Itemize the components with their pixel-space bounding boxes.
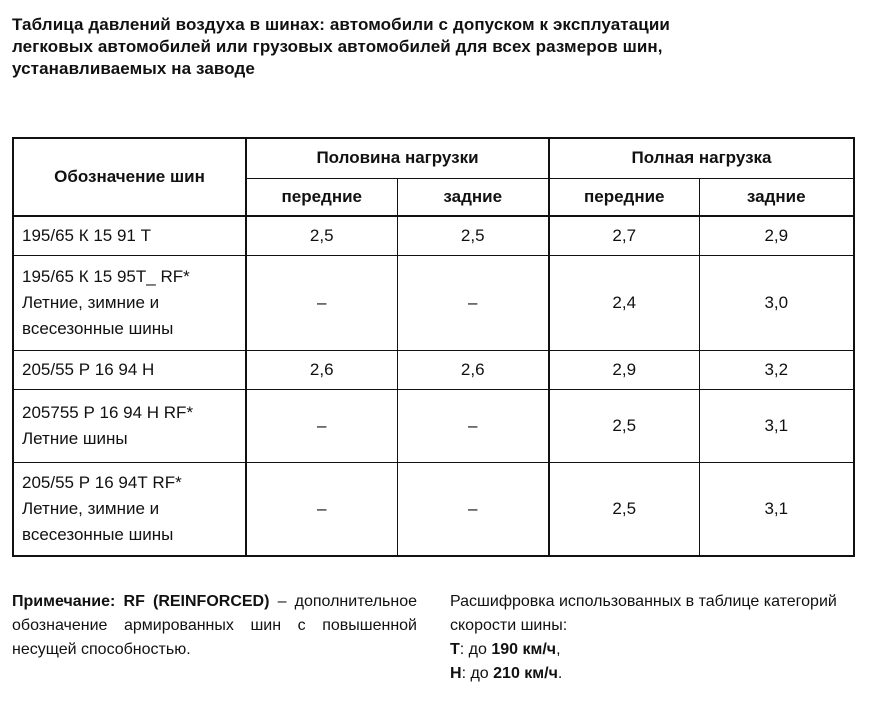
value-full-front: 2,5 xyxy=(549,389,699,462)
tyre-season-note: Летние, зимние и всесезонные шины xyxy=(22,292,174,338)
tyre-code: 205/55 Р 16 94Т RF* xyxy=(22,472,182,492)
title-line: Таблица давлений воздуха в шинах: автомобили с допуском к эксплуатации xyxy=(12,15,670,34)
title-line: устанавливаемых на заводе xyxy=(12,59,255,78)
table-row xyxy=(13,216,854,255)
tyre-cell xyxy=(13,255,246,350)
value-half-front: – xyxy=(246,255,397,350)
subheader-rear: задние xyxy=(397,178,549,216)
value-full-rear: 3,1 xyxy=(699,462,854,556)
value-half-rear: 2,5 xyxy=(397,216,549,255)
col-header-tyre: Обозначение шин xyxy=(13,138,246,216)
tyre-cell xyxy=(13,462,246,556)
value-full-front: 2,7 xyxy=(549,216,699,255)
tyre-code: 195/65 К 15 95Т_ RF* xyxy=(22,266,190,286)
subheader-front: передние xyxy=(246,178,397,216)
tyre-cell xyxy=(13,389,246,462)
tyre-cell xyxy=(13,350,246,389)
tyre-code: 195/65 К 15 91 Т xyxy=(22,225,151,245)
footnote-rf: RF xyxy=(123,593,145,610)
table-row xyxy=(13,255,854,350)
value-full-rear: 2,9 xyxy=(699,216,854,255)
value-half-rear: – xyxy=(397,255,549,350)
col-header-half-load: Половина нагрузки xyxy=(246,138,549,178)
footnote-label: Примечание: xyxy=(12,593,116,610)
tyre-pressure-table xyxy=(12,137,855,557)
value-full-rear: 3,1 xyxy=(699,389,854,462)
table-row xyxy=(13,350,854,389)
value-half-front: 2,5 xyxy=(246,216,397,255)
table-header-row xyxy=(13,138,854,178)
value-full-front: 2,4 xyxy=(549,255,699,350)
tyre-cell xyxy=(13,216,246,255)
table-row xyxy=(13,389,854,462)
footnote-reinforced: (REINFORCED) xyxy=(153,593,270,610)
value-full-rear: 3,2 xyxy=(699,350,854,389)
footnote xyxy=(12,590,417,662)
value-full-front: 2,5 xyxy=(549,462,699,556)
speed-item-t xyxy=(450,638,860,662)
speed-t-label: Т xyxy=(450,641,460,658)
page-title xyxy=(12,14,872,80)
tyre-code: 205755 Р 16 94 Н RF* xyxy=(22,402,194,422)
tyre-code: 205/55 Р 16 94 Н xyxy=(22,359,155,379)
col-header-full-load: Полная нагрузка xyxy=(549,138,854,178)
value-full-rear: 3,0 xyxy=(699,255,854,350)
footnote-text: – дополнительное обозначение армированных шин с повышенной несущей способностью. xyxy=(12,593,418,658)
tyre-season-note: Летние, зимние и всесезонные шины xyxy=(22,498,174,544)
value-half-front: – xyxy=(246,462,397,556)
value-half-rear: – xyxy=(397,462,549,556)
subheader-rear: задние xyxy=(699,178,854,216)
value-half-front: 2,6 xyxy=(246,350,397,389)
value-half-rear: – xyxy=(397,389,549,462)
speed-legend xyxy=(450,590,860,686)
value-half-front: – xyxy=(246,389,397,462)
speed-h-end: . xyxy=(557,665,563,682)
value-half-rear: 2,6 xyxy=(397,350,549,389)
tyre-season-note: Летние шины xyxy=(22,428,128,448)
value-full-front: 2,9 xyxy=(549,350,699,389)
subheader-front: передние xyxy=(549,178,699,216)
speed-intro: Расшифровка использованных в таблице категорий скорости шины: xyxy=(450,593,837,634)
speed-h-value: 210 км/ч xyxy=(493,665,558,682)
speed-item-h xyxy=(450,662,860,686)
table-row xyxy=(13,462,854,556)
speed-h-label: Н xyxy=(450,665,462,682)
speed-t-end: , xyxy=(556,641,561,658)
speed-h-text: : до xyxy=(461,665,489,682)
title-line: легковых автомобилей или грузовых автомобилей для всех размеров шин, xyxy=(12,37,663,56)
speed-t-text: : до xyxy=(459,641,487,658)
speed-t-value: 190 км/ч xyxy=(491,641,557,658)
